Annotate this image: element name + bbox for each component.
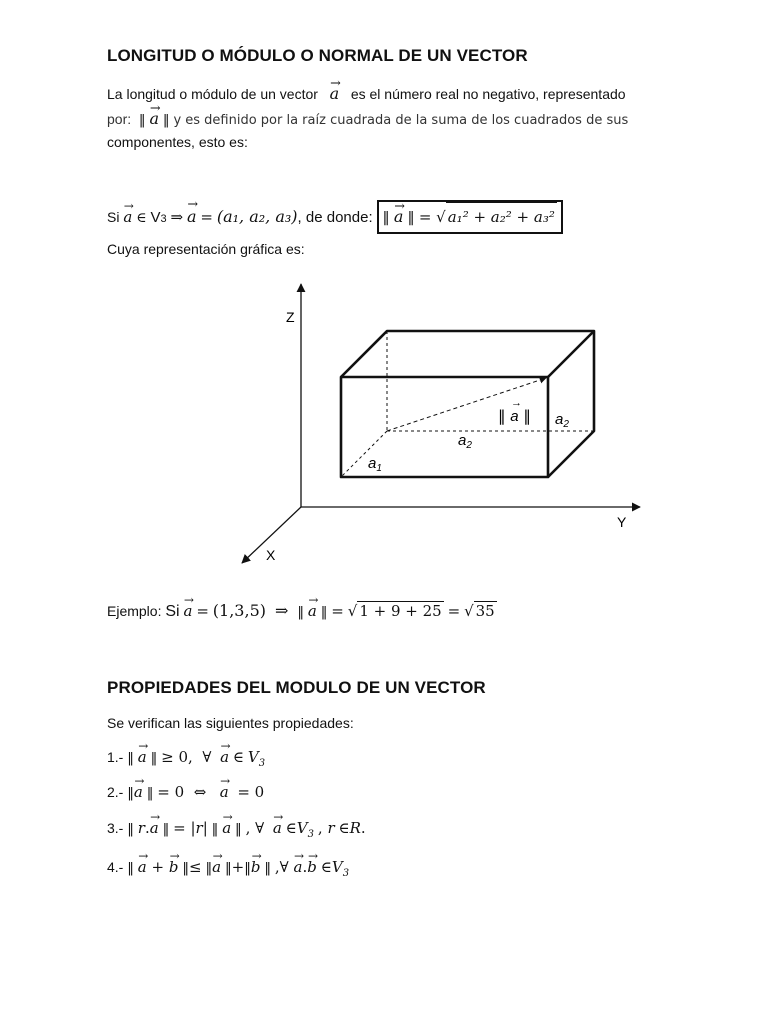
graph-caption: Cuya representación gráfica es: [107,241,305,257]
property-3: 3.- ‖ r.→ a ‖ = |r| ‖ → a ‖ , ∀ → a $\in V_3$ , r ∈R. [107,819,366,840]
label-a1: $a_1$ [368,455,382,474]
definition-line: Si → a ∈ V3 ⇒ → a = (a₁, a₂, a₃), de donde: ‖ → a ‖ = √ a₁² + a₂² + a₃² [107,200,563,234]
example-si: Si [165,603,180,620]
example-value: (1,3,5) [212,601,266,620]
example-result: 35 [475,602,495,620]
norm-label: ‖ a ‖ [498,407,531,425]
space-v3: V3 [150,209,167,226]
label-a2-floor: $a_2$ [458,432,472,451]
vector-a-symbol: → a [123,208,132,226]
vector-a-symbol: → a [330,82,340,106]
example-radicand: 1 + 9 + 25 [359,602,442,620]
properties-title: PROPIEDADES DEL MODULO DE UN VECTOR [107,678,486,697]
de-donde-text: , de donde: [297,209,373,226]
norm-symbol-right: ‖ [162,113,170,128]
properties-intro: Se verifican las siguientes propiedades: [107,715,354,731]
element-of-symbol: ∈ [136,210,147,226]
intro-text-1: La longitud o módulo de un vector [107,86,318,102]
intro-text-4: y es definido por la raíz cuadrada de la suma de los cuadrados de sus [173,113,629,128]
page-title: LONGITUD O MÓDULO O NORMAL DE UN VECTOR [107,46,528,65]
vector-a-symbol: → a [149,107,159,131]
intro-text-2: es el número real no negativo, representado [350,86,626,102]
property-2: 2.- ‖→ a ‖ = 0 ⇔ → a = 0 [107,783,264,801]
components-tuple: (a₁, a₂, a₃) [216,207,298,226]
definition-si: Si [107,209,120,225]
formula-radicand: a₁² + a₂² + a₃² [446,202,557,231]
norm-formula-box: ‖ → a ‖ = √ a₁² + a₂² + a₃² [377,200,563,234]
vector-box-figure [0,270,768,580]
intro-line-1 [107,82,685,106]
implies-arrow: ⇒ [170,208,184,226]
intro-text-3: por: [107,111,132,127]
axis-z-label: Z [286,309,295,325]
axis-x-label: X [266,547,276,563]
intro-text-5: componentes, esto es: [107,134,248,150]
example-label: Ejemplo: [107,603,162,619]
property-4: 4.- ‖ → a + → b ‖≤ ‖→ a ‖+‖→ b ‖ ,∀ → a.→ b $\in V_3$ [107,858,349,879]
vector-a-symbol: → a [187,207,197,226]
norm-label-arrow: → [511,397,522,409]
label-a2-side: $a_2$ [555,411,569,430]
axis-y-label: Y [617,514,627,530]
example-line: Ejemplo: Si → a = (1,3,5) ⇒ ‖ → a ‖ = √ 1 + 9 + 25 = √ 35 [107,601,497,621]
property-1: 1.- ‖ → a ‖ ≥ 0, ∀ → a ∈ $V_3$ [107,748,265,769]
norm-symbol-left: ‖ [138,113,146,128]
